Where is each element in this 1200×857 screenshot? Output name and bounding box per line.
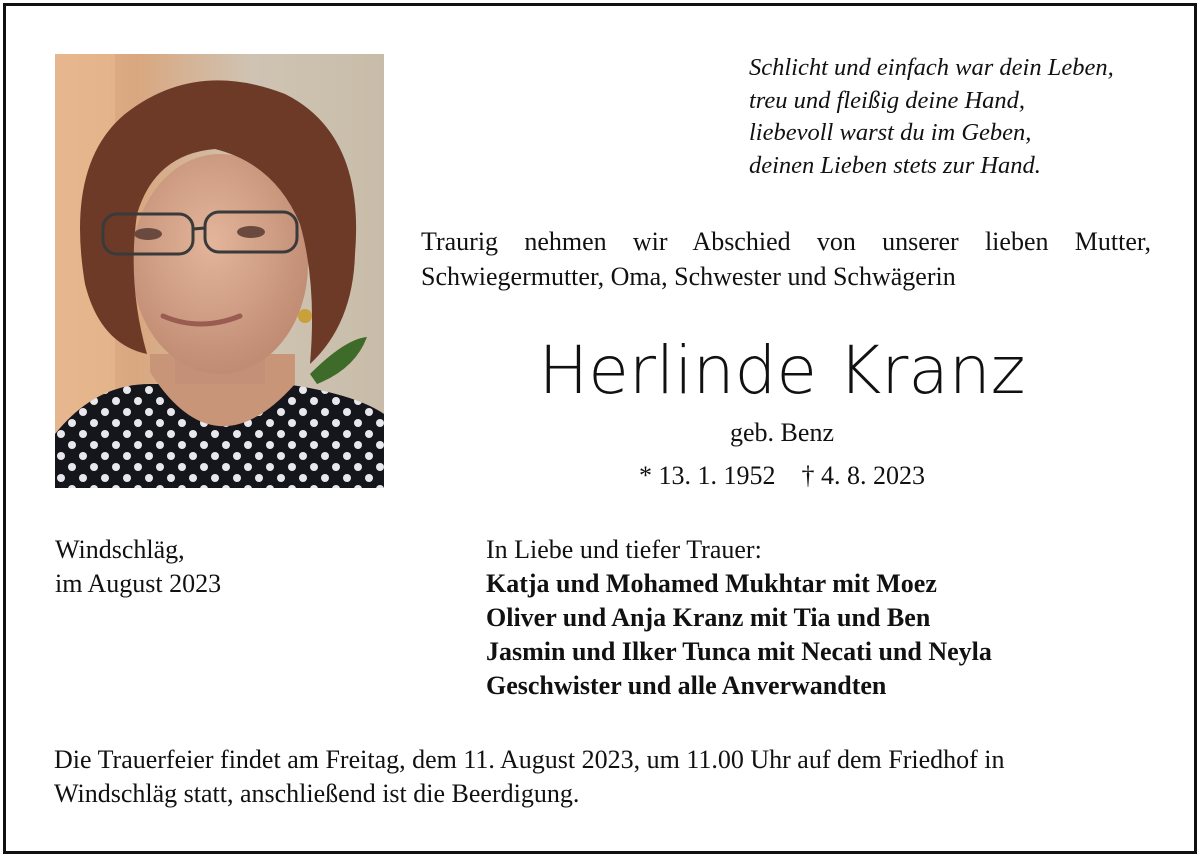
mourner-family: Jasmin und Ilker Tunca mit Necati und Neyla xyxy=(486,637,992,666)
poem-line: deinen Lieben stets zur Hand. xyxy=(749,151,1041,179)
poem-line: liebevoll warst du im Geben, xyxy=(749,119,1032,146)
place-date: im August 2023 xyxy=(55,569,222,598)
death-date: † 4. 8. 2023 xyxy=(801,461,925,490)
mourner-family: Geschwister und alle Anverwandten xyxy=(486,671,887,700)
portrait-photo xyxy=(55,54,384,488)
farewell-intro xyxy=(421,224,1151,294)
birth-name: geb. Benz xyxy=(730,418,834,447)
mourners-heading: In Liebe und tiefer Trauer: xyxy=(486,535,762,564)
life-dates xyxy=(412,459,1152,493)
intro-line: Traurig nehmen wir Abschied von unserer lieben Mutter, xyxy=(421,227,1151,256)
deceased-name: Herlinde Kranz xyxy=(538,332,1026,409)
mourner-family: Oliver und Anja Kranz mit Tia und Ben xyxy=(486,603,931,632)
obituary-card xyxy=(3,3,1197,854)
place-city: Windschläg, xyxy=(55,535,185,564)
intro-line: Schwiegermutter, Oma, Schwester und Schwägerin xyxy=(421,262,956,291)
poem-line: treu und fleißig deine Hand, xyxy=(749,86,1026,114)
notice-line: Die Trauerfeier findet am Freitag, dem 11. August 2023, um 11.00 Uhr auf dem Friedhof in xyxy=(54,745,1005,774)
poem-line: Schlicht und einfach war dein Leben, xyxy=(749,54,1114,81)
memorial-poem xyxy=(749,52,1189,182)
mourners-list xyxy=(486,533,992,703)
notice-line: Windschläg statt, anschließend ist die Beerdigung. xyxy=(54,779,580,808)
place-and-date xyxy=(55,533,221,601)
birth-date: * 13. 1. 1952 xyxy=(639,461,776,490)
funeral-notice xyxy=(54,743,1154,811)
mourner-family: Katja und Mohamed Mukhtar mit Moez xyxy=(486,569,937,598)
